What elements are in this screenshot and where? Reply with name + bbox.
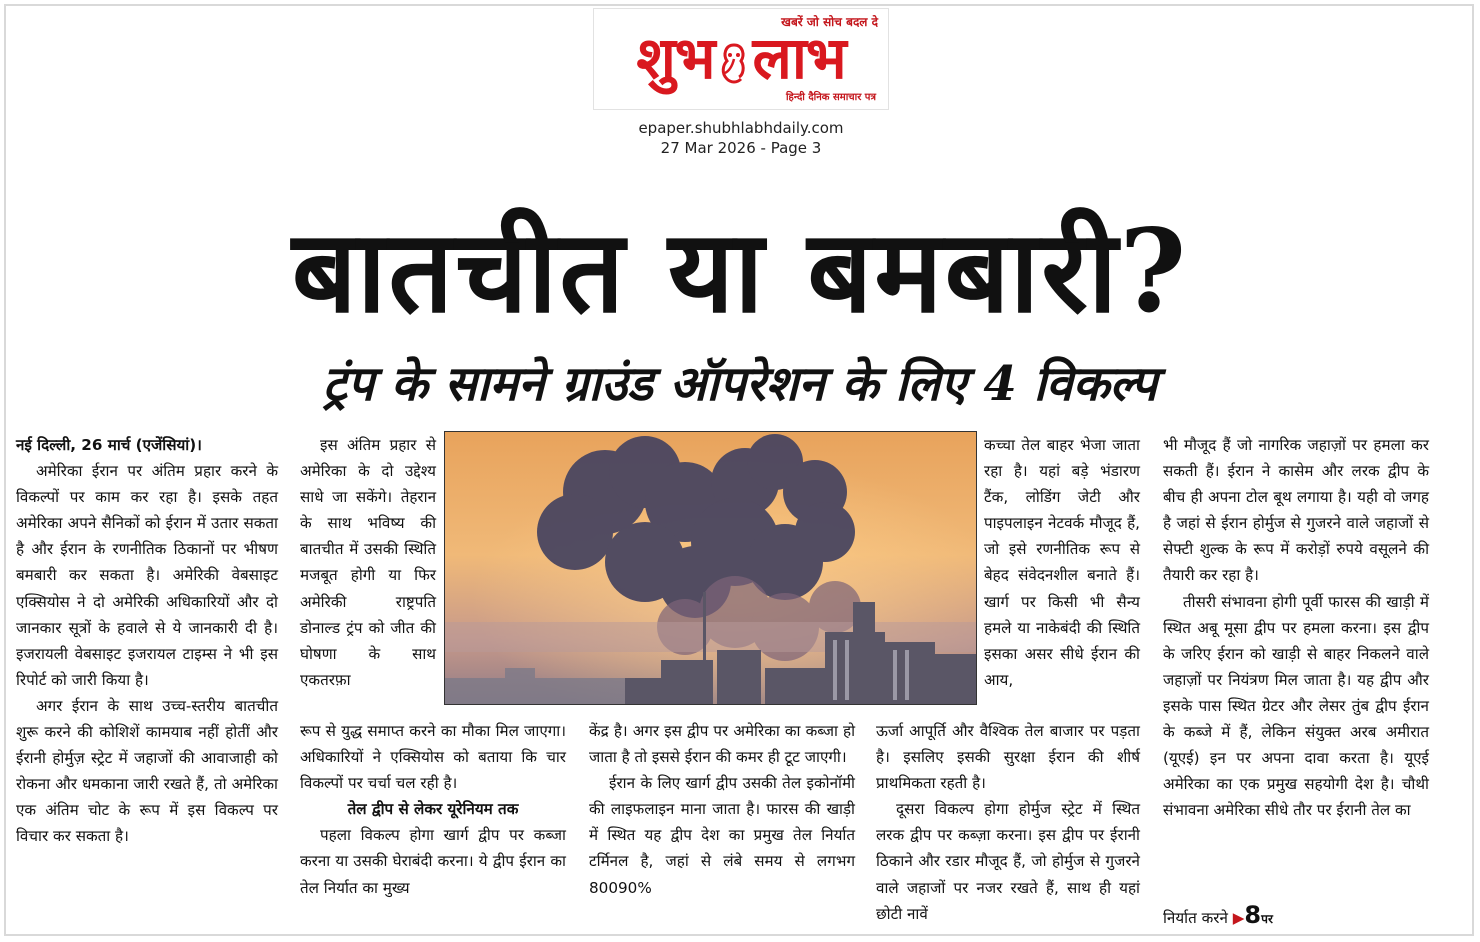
masthead-name-left: शुभ	[636, 24, 715, 92]
paragraph: इस अंतिम प्रहार से अमेरिका के दो उद्देश्य साधे जा सकेंगे। तेहरान के साथ भविष्य की बातचीत में उसकी स्थिति मजबूत होगी या फिर अमेरिकी राष्ट्रपति डोनाल्ड ट्रंप को जीत की घोषणा के साथ एकतरफ़ा	[300, 436, 436, 689]
masthead-subtitle: हिन्दी दैनिक समाचार पत्र	[785, 92, 876, 103]
article-column-4-continued	[876, 718, 1140, 927]
paragraph: कच्चा तेल बाहर भेजा जाता रहा है। यहां बड़े भंडारण टैंक, लोडिंग जेटी और पाइपलाइन नेटवर्क मौजूद हैं, जो इसे रणनीतिक रूप से बेहद संवेदनशील बनाते हैं। खार्ग पर किसी भी सैन्य हमले या नाकेबंदी की स्थिति इसका असर सीधे ईरान की आय,	[984, 436, 1140, 689]
edition-info	[593, 118, 889, 158]
article-column-5	[1163, 432, 1429, 823]
paragraph: ऊर्जा आपूर्ति और वैश्विक तेल बाजार पर पड़ता है। इसलिए इसकी सुरक्षा ईरान की शीर्ष प्राथमिकता रहती है।	[876, 722, 1140, 793]
article-column-3	[589, 718, 855, 901]
headline: बातचीत या बमबारी?	[291, 204, 1189, 338]
masthead-name-right: लाभ	[752, 24, 846, 92]
jump-page-word: पर	[1261, 912, 1273, 926]
masthead-logo[interactable]	[593, 8, 889, 110]
paragraph: अमेरिका ईरान पर अंतिम प्रहार करने के विकल्पों पर काम कर रहा है। इसके तहत अमेरिका अपने सैनिकों को ईरान में उतार सकता है और ईरान के रणनीतिक ठिकानों पर भीषण बमबारी कर सकता है। अमेरिकी वेबसाइट एक्सियोस ने दो अमेरिकी अधिकारियों और दो जानकार सूत्रों के हवाले से ये जानकारी दी है। इजरायली वेबसाइट इजरायल टाइम्स ने भी इस रिपोर्ट को जारी किया है।	[16, 462, 278, 689]
triangle-right-icon: ▶	[1232, 909, 1245, 927]
article-column-2-continued	[300, 718, 566, 901]
section-subheading: तेल द्वीप से लेकर यूरेनियम तक	[347, 800, 519, 819]
dateline: नई दिल्ली, 26 मार्च (एजेंसियां)।	[16, 436, 202, 454]
paragraph: भी मौजूद हैं जो नागरिक जहाज़ों पर हमला कर सकती हैं। ईरान ने कासेम और लरक द्वीप के बीच ही अपना टोल बूथ लगाया है। यही वो जगह है जहां से ईरान होर्मुज से गुजरने वाले जहाजों से सेफ्टी शुल्क के रूप में करोड़ों रुपये वसूलने की तैयारी कर रहा है।	[1163, 436, 1429, 585]
paragraph: दूसरा विकल्प होगा होर्मुज स्ट्रेट में स्थित लरक द्वीप पर कब्ज़ा करना। इस द्वीप पर ईरानी ठिकाने और रडार मौजूद हैं, जो होर्मुज से गुजरने वाले जहाजों पर नजर रखते हैं, साथ ही यहां छोटी नावें	[876, 800, 1140, 923]
paragraph-end: निर्यात करने	[1163, 909, 1228, 927]
paragraph: रूप से युद्ध समाप्त करने का मौका मिल जाएगा। अधिकारियों ने एक्सियोस को बताया कि चार विकल्पों पर चर्चा चल रही है।	[300, 722, 566, 793]
paragraph: ईरान के लिए खार्ग द्वीप उसकी तेल इकोनॉमी की लाइफलाइन माना जाता है। फारस की खाड़ी में स्थित यह द्वीप देश का प्रमुख तेल निर्यात टर्मिनल है, जहां से लंबे समय से लगभग 80090%	[589, 774, 855, 897]
jump-page-number: 8	[1244, 901, 1262, 929]
article-column-1	[16, 432, 278, 850]
paragraph: पहला विकल्प होगा खार्ग द्वीप पर कब्जा करना या उसकी घेराबंदी करना। ये द्वीप ईरान का तेल निर्यात का मुख्य	[300, 826, 566, 897]
edition-date-page: 27 Mar 2026 - Page 3	[660, 139, 822, 157]
continuation-line	[1163, 901, 1429, 932]
subheadline: ट्रंप के सामने ग्राउंड ऑपरेशन के लिए 4 विकल्प	[322, 356, 1158, 412]
ganesh-icon	[717, 38, 751, 88]
article-column-4	[984, 432, 1140, 693]
paragraph: अगर ईरान के साथ उच्च-स्तरीय बातचीत शुरू करने की कोशिशें कामयाब नहीं होतीं और ईरानी होर्मुज़ स्ट्रेट में जहाजों की आवाजाही को रोकना और धमकाना जारी रखते हैं, तो अमेरिका एक अंतिम चोट के रूप में इस विकल्प पर विचार कर सकता है।	[16, 696, 278, 846]
edition-site[interactable]: epaper.shubhlabhdaily.com	[638, 119, 844, 137]
jump-link[interactable]	[1232, 901, 1273, 929]
masthead-tagline: खबरें जो सोच बदल दे	[781, 15, 878, 29]
news-photo	[444, 431, 977, 705]
paragraph: तीसरी संभावना होगी पूर्वी फारस की खाड़ी में स्थित अबू मूसा द्वीप पर हमला करना। इस द्वीप के जरिए ईरान को खाड़ी से बाहर निकलने वाले जहाज़ों पर नियंत्रण मिल जाता है। यह द्वीप और इसके पास स्थित ग्रेटर और लेसर तुंब द्वीप ईरान के कब्जे में हैं, लेकिन संयुक्त अरब अमीरात (यूएई) इन पर अपना दावा करता है। यूएई अमेरिका का एक प्रमुख सहयोगी देश है। चौथी संभावना अमेरिका सीधे तौर पर ईरानी तेल का	[1163, 592, 1429, 820]
article-column-2	[300, 432, 436, 693]
masthead-name	[594, 24, 888, 92]
paragraph: केंद्र है। अगर इस द्वीप पर अमेरिका का कब्जा हो जाता है तो इससे ईरान की कमर ही टूट जाएगी।	[589, 722, 855, 767]
